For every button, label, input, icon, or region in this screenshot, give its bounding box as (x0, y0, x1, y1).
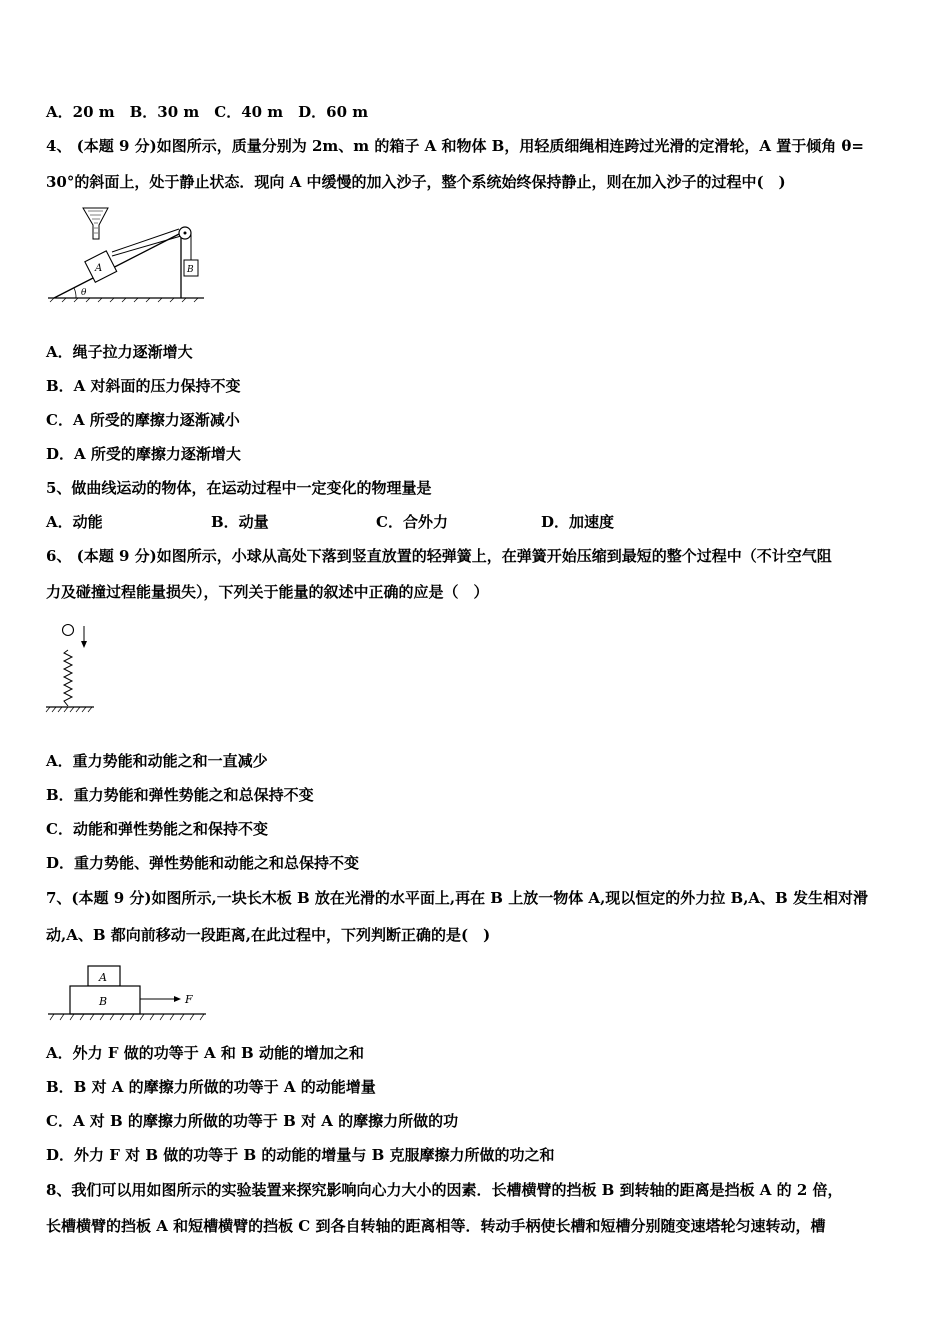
q7-option-d: D．外力 F 对 B 做的功等于 B 的动能的增量与 B 克服摩擦力所做的功之和 (46, 1146, 555, 1164)
q4-stem-line1: 4、 (本题 9 分)如图所示，质量分别为 2m、m 的箱子 A 和物体 B，用轻质细绳相连跨过光滑的定滑轮，A 置于倾角 θ= (46, 137, 865, 155)
q6-option-c: C．动能和弹性势能之和保持不变 (46, 820, 268, 838)
box-a-label: A (95, 263, 103, 274)
q4-stem-line2: 30°的斜面上，处于静止状态．现向 A 中缓慢的加入沙子，整个系统始终保持静止，则在加入沙子的过程中( ) (46, 173, 786, 191)
q5-option-c: C．合外力 (376, 513, 448, 531)
q4-option-a: A．绳子拉力逐渐增大 (46, 343, 193, 361)
q6-stem-line1: 6、 (本题 9 分)如图所示，小球从高处下落到竖直放置的轻弹簧上，在弹簧开始压缩到最短的整个过程中（不计空气阻 (46, 547, 832, 565)
box-b-label: B (187, 265, 194, 275)
q6-option-b: B．重力势能和弹性势能之和总保持不变 (46, 786, 314, 804)
q6-option-d: D．重力势能、弹性势能和动能之和总保持不变 (46, 854, 360, 872)
q4-option-c: C．A 所受的摩擦力逐渐减小 (46, 411, 240, 429)
q8-stem-line1: 8、我们可以用如图所示的实验装置来探究影响向心力大小的因素．长槽横臂的挡板 B 到转轴的距离是挡板 A 的 2 倍， (46, 1181, 843, 1199)
q5-option-b: B．动量 (211, 513, 269, 531)
q5-options (46, 512, 614, 532)
boards-figure (46, 962, 210, 1024)
q7-option-b: B．B 对 A 的摩擦力所做的功等于 A 的动能增量 (46, 1078, 376, 1096)
q6-stem-line2: 力及碰撞过程能量损失），下列关于能量的叙述中正确的应是（ ） (46, 583, 489, 601)
q4-option-b: B．A 对斜面的压力保持不变 (46, 377, 241, 395)
force-f-label: F (185, 993, 193, 1006)
block-a-label: A (99, 971, 107, 984)
q3-options: A．20 m B．30 m C．40 m D．60 m (46, 103, 369, 121)
incline-pulley-figure (46, 205, 208, 303)
q5-option-d: D．加速度 (541, 513, 615, 531)
q7-option-c: C．A 对 B 的摩擦力所做的功等于 B 对 A 的摩擦力所做的功 (46, 1112, 459, 1130)
q8-stem-line2: 长槽横臂的挡板 A 和短槽横臂的挡板 C 到各自转轴的距离相等．转动手柄使长槽和短槽分别随变速塔轮匀速转动，槽 (46, 1217, 826, 1235)
q7-stem-line1: 7、(本题 9 分)如图所示,一块长木板 B 放在光滑的水平面上,再在 B 上放一物体 A,现以恒定的外力拉 B,A、B 发生相对滑 (46, 889, 868, 907)
q7-stem-line2: 动,A、B 都向前移动一段距离,在此过程中，下列判断正确的是( ) (46, 926, 491, 944)
q5-stem: 5、做曲线运动的物体，在运动过程中一定变化的物理量是 (46, 479, 432, 497)
q4-option-d: D．A 所受的摩擦力逐渐增大 (46, 445, 241, 463)
q5-option-a: A．动能 (46, 513, 103, 531)
q7-option-a: A．外力 F 做的功等于 A 和 B 动能的增加之和 (46, 1044, 364, 1062)
ball-spring-figure (44, 620, 100, 716)
q6-option-a: A．重力势能和动能之和一直减少 (46, 752, 268, 770)
board-b-label: B (99, 995, 108, 1008)
theta-label: θ (81, 288, 87, 298)
